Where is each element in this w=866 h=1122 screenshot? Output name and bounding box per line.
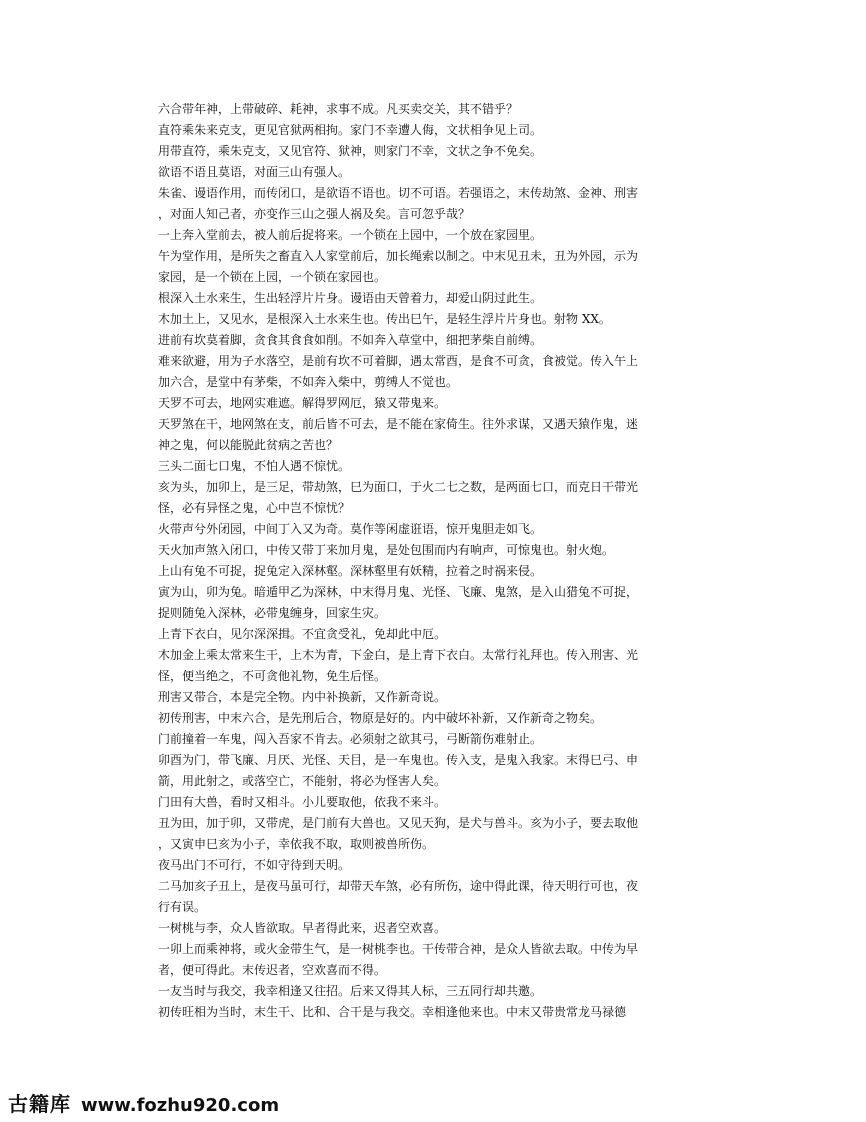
- text-line: 门田有大兽，看时又相斗。小儿要取他，依我不来斗。: [158, 795, 447, 809]
- text-line: 三头二面七口鬼，不怕人遇不惊忧。: [158, 459, 351, 473]
- text-line: 六合带年神，上带破碎、耗神，求事不成。凡买卖交关，其不错乎？: [158, 102, 519, 116]
- text-line: 者，便可得此。末传迟者，空欢喜而不得。: [158, 963, 387, 977]
- text-line: 木加土上，又见水，是根深入土水来生也。传出巳午，是轻生浮片片身也。射物 XX。: [158, 312, 611, 326]
- text-line: 捉则随兔入深林，必带鬼缠身，回家生灾。: [158, 606, 387, 620]
- text-line: 神之鬼，何以能脱此贫病之苦也？: [158, 438, 339, 452]
- text-line: 朱雀、谩语作用，而传闭口，是欲语不语也。切不可语。若强语之，末传劫煞、金神、刑害: [158, 186, 639, 200]
- text-line: 怪，便当绝之，不可贪他礼物，免生后怪。: [158, 669, 387, 683]
- text-line: ，又寅申巳亥为小子，幸依我不取，取则被兽所伤。: [158, 837, 435, 851]
- text-line: 家园，是一个锁在上园，一个锁在家园也。: [158, 270, 387, 284]
- text-line: 天火加声煞入闭口，中传又带丁来加月鬼，是处包围而内有响声，可惊鬼也。射火炮。: [158, 543, 615, 557]
- watermark-url: www.fozhu920.com: [81, 1095, 280, 1116]
- text-line: ，对面人知己者，亦变作三山之强人祸及矣。言可忽乎哉？: [158, 207, 471, 221]
- watermark-brand: 古籍库: [8, 1092, 71, 1116]
- text-line: 进前有坎莫着脚，贪食其食食如削。不如奔入草堂中，细把茅柴自前缚。: [158, 333, 543, 347]
- text-line: 刑害又带合，本是完全物。内中补换新，又作新奇说。: [158, 690, 447, 704]
- text-line: 木加金上乘太常来生干，上木为青，下金白，是上青下衣白。太常行礼拜也。传入刑害、光: [158, 648, 639, 662]
- text-line: 一卯上而乘神将，或火金带生气，是一树桃李也。干传带合神，是众人皆欲去取。中传为早: [158, 942, 639, 956]
- text-line: 怪，必有异怪之鬼，心中岂不惊忧？: [158, 501, 351, 515]
- text-line: 上山有兔不可捉，捉兔定入深林壑。深林壑里有妖精，拉着之时祸来侵。: [158, 564, 543, 578]
- text-line: 初传旺相为当时，末生干、比和、合干是与我交。幸相逢他来也。中末又带贵常龙马禄德: [158, 1005, 627, 1019]
- text-line: 直符乘朱来克支，更见官狱两相拘。家门不幸遭人侮，文状相争见上司。: [158, 123, 543, 137]
- text-line: 亥为头，加卯上，是三足，带劫煞，巳为面口，于火二七之数，是两面七口，而克日干带光: [158, 480, 639, 494]
- text-line: 火带声兮外闭园，中间丁入又为奇。莫作等闲虚诳语，惊开鬼胆走如飞。: [158, 522, 543, 536]
- text-line: 一树桃与李，众人皆欲取。早者得此来，迟者空欢喜。: [158, 921, 447, 935]
- text-line: 加六合，是堂中有茅柴，不如奔入柴中，剪缚人不觉也。: [158, 375, 459, 389]
- text-line: 上青下衣白，见尔深深揖。不宜贪受礼，免却此中厄。: [158, 627, 447, 641]
- text-line: 夜马出门不可行，不如守待到天明。: [158, 858, 351, 872]
- text-line: 天罗不可去，地网实难遮。解得罗网厄，猿又带鬼来。: [158, 396, 447, 410]
- watermark-footer: [8, 1088, 279, 1114]
- document-body: [158, 99, 644, 1023]
- text-line: 门前撞着一车鬼，闯入吾家不肯去。必须射之欲其弓，弓断箭伤难射止。: [158, 732, 543, 746]
- text-line: 一友当时与我交，我幸相逢又往招。后来又得其人标，三五同行却共邀。: [158, 984, 543, 998]
- text-line: 难来欲避，用为子水落空，是前有坎不可着脚，遇太常酉，是食不可贪，食被觉。传入午上: [158, 354, 639, 368]
- text-line: 行有误。: [158, 900, 207, 914]
- text-line: 午为堂作用，是所失之畜直入人家堂前后，加长绳索以制之。中末见丑未，丑为外园，示为: [158, 249, 639, 263]
- text-line: 卯酉为门，带飞廉、月厌、光怪、天目，是一车鬼也。传入支，是鬼入我家。末得巳弓、申: [158, 753, 639, 767]
- text-line: 天罗煞在干，地网煞在支，前后皆不可去，是不能在家倚生。往外求谋，又遇天猿作鬼，迷: [158, 417, 639, 431]
- text-line: 寅为山，卯为兔。暗遁甲乙为深林，中末得月鬼、光怪、飞廉、鬼煞，是入山猎兔不可捉，: [158, 585, 639, 599]
- text-line: 箭，用此射之，或落空亡，不能射，将必为怪害人矣。: [158, 774, 447, 788]
- text-line: 丑为田，加于卯，又带虎，是门前有大兽也。又见天狗，是犬与兽斗。亥为小子，要去取他: [158, 816, 639, 830]
- text-line: 欲语不语且莫语，对面三山有强人。: [158, 165, 351, 179]
- text-line: 一上奔入堂前去，被人前后捉将来。一个锁在上园中，一个放在家园里。: [158, 228, 543, 242]
- text-line: 二马加亥子丑上，是夜马虽可行，却带天车煞，必有所伤，途中得此课，待天明行可也，夜: [158, 879, 639, 893]
- text-line: 用带直符，乘朱克支，又见官符、狱神，则家门不幸，文状之争不免矣。: [158, 144, 543, 158]
- text-line: 根深入土水来生，生出轻浮片片身。谩语由天曾着力，却爱山阴过此生。: [158, 291, 543, 305]
- text-line: 初传刑害，中末六合，是先刑后合，物原是好的。内中破坏补新，又作新奇之物矣。: [158, 711, 603, 725]
